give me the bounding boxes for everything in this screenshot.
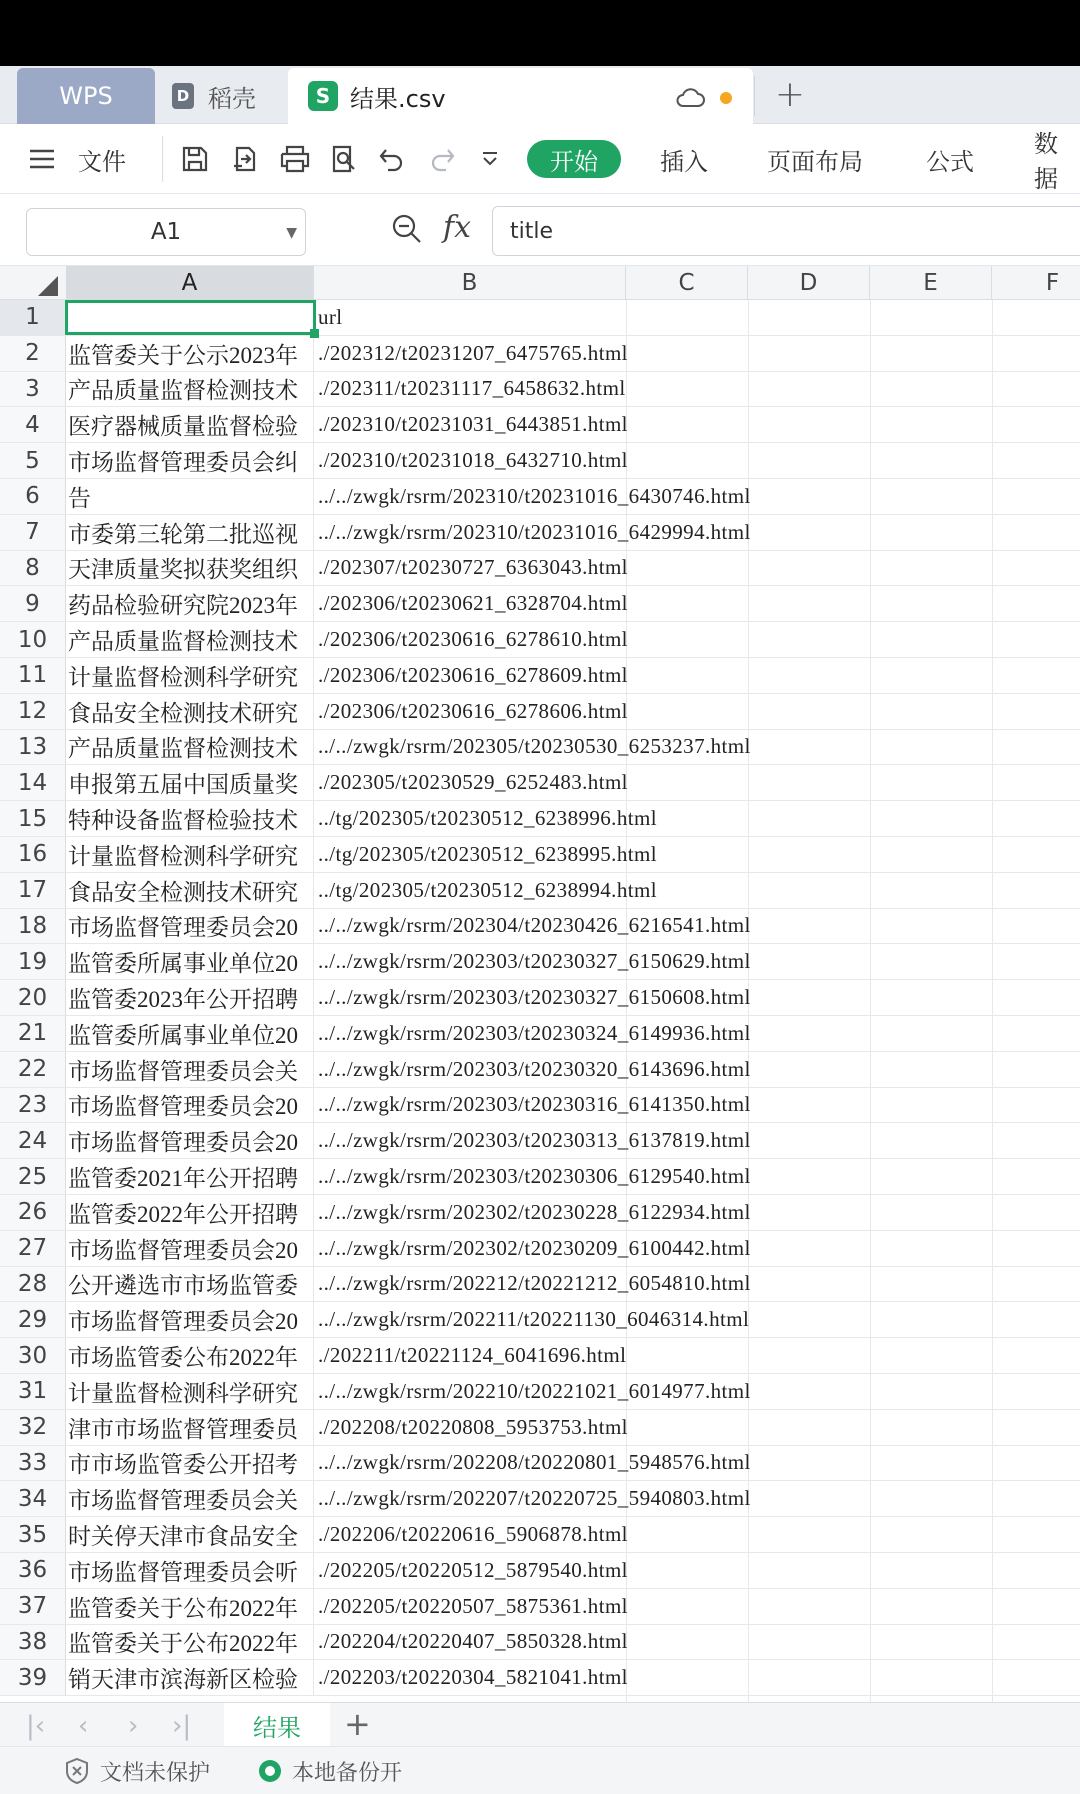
print-preview-icon[interactable] — [328, 124, 358, 194]
row-header[interactable]: 13 — [0, 730, 66, 765]
cell-url[interactable]: ../../zwgk/rsrm/202310/t20231016_6429994.html — [318, 519, 751, 544]
print-icon[interactable] — [279, 124, 311, 194]
hamburger-menu-icon[interactable] — [28, 124, 56, 194]
cell-title[interactable]: 市场监督管理委员会听 — [66, 1553, 314, 1588]
cell-url[interactable]: ./202306/t20230621_6328704.html — [318, 591, 628, 616]
cell-title[interactable]: 市委第三轮第二批巡视 — [66, 515, 314, 550]
row-header[interactable]: 15 — [0, 801, 66, 836]
tab-wps-home[interactable] — [17, 68, 155, 124]
cell-title[interactable]: 食品安全检测技术研究 — [66, 694, 314, 729]
row-header[interactable]: 10 — [0, 622, 66, 657]
cell-title[interactable]: 市场监督管理委员会纠 — [66, 443, 314, 478]
cell-title[interactable]: 申报第五届中国质量奖 — [66, 765, 314, 800]
row-header[interactable]: 28 — [0, 1267, 66, 1302]
cell-title[interactable]: 市场监督管理委员会20 — [66, 1302, 314, 1337]
column-header-b[interactable]: B — [314, 266, 626, 300]
document-tab-bar — [0, 66, 1080, 124]
cell-title[interactable]: 监管委2023年公开招聘 — [66, 980, 314, 1015]
spreadsheet-icon: S — [308, 81, 338, 111]
cell-url[interactable]: ../../zwgk/rsrm/202303/t20230313_6137819.html — [318, 1128, 751, 1153]
unsaved-indicator — [720, 92, 732, 104]
cell-title[interactable]: 监管委所属事业单位20 — [66, 944, 314, 979]
cell-title[interactable]: 津市市场监督管理委员 — [66, 1410, 314, 1445]
document-protection-status[interactable] — [64, 1747, 210, 1794]
row-header[interactable]: 1 — [0, 300, 66, 335]
table-row — [0, 515, 1080, 551]
cell-url[interactable]: ../../zwgk/rsrm/202303/t20230320_6143696.html — [318, 1056, 751, 1081]
main-toolbar — [0, 124, 1080, 194]
row-header[interactable]: 27 — [0, 1231, 66, 1266]
cell-title[interactable]: 监管委关于公布2022年 — [66, 1625, 314, 1660]
cell-title[interactable]: 时关停天津市食品安全 — [66, 1517, 314, 1552]
name-box-value: A1 — [150, 219, 182, 245]
cell-title[interactable]: 计量监督检测科学研究 — [66, 837, 314, 872]
table-row — [0, 980, 1080, 1016]
more-dropdown-icon[interactable] — [481, 124, 499, 194]
row-header[interactable]: 6 — [0, 479, 66, 514]
cell-url[interactable]: ../../zwgk/rsrm/202208/t20220801_5948576.html — [318, 1450, 751, 1475]
table-row — [0, 837, 1080, 873]
add-sheet-button[interactable]: + — [344, 1705, 371, 1743]
row-header[interactable]: 29 — [0, 1302, 66, 1337]
table-row — [0, 765, 1080, 801]
backup-label: 本地备份开 — [292, 1760, 403, 1786]
table-row — [0, 1231, 1080, 1267]
row-header[interactable]: 21 — [0, 1016, 66, 1051]
cell-url[interactable]: ./202307/t20230727_6363043.html — [318, 555, 628, 580]
row-header[interactable]: 35 — [0, 1517, 66, 1552]
cell-url[interactable]: ./202310/t20231031_6443851.html — [318, 412, 628, 437]
cell-url[interactable]: ../../zwgk/rsrm/202303/t20230316_6141350.html — [318, 1092, 751, 1117]
row-header[interactable]: 22 — [0, 1052, 66, 1087]
table-row — [0, 730, 1080, 766]
cell-url[interactable]: ../../zwgk/rsrm/202207/t20220725_5940803.html — [318, 1486, 751, 1511]
table-row — [0, 1517, 1080, 1553]
row-header[interactable]: 34 — [0, 1481, 66, 1516]
cell-url[interactable]: ../../zwgk/rsrm/202210/t20221021_6014977.html — [318, 1378, 751, 1403]
cell-title[interactable]: 市场监督管理委员会20 — [66, 1088, 314, 1123]
table-row — [0, 1195, 1080, 1231]
table-row — [0, 336, 1080, 372]
row-header[interactable]: 20 — [0, 980, 66, 1015]
cell-title[interactable]: 监管委2022年公开招聘 — [66, 1195, 314, 1230]
table-row — [0, 1481, 1080, 1517]
table-row — [0, 1016, 1080, 1052]
column-header-f[interactable]: F — [992, 266, 1080, 300]
tab-page-layout[interactable]: 页面布局 — [767, 147, 863, 176]
cell-url[interactable]: ./202310/t20231018_6432710.html — [318, 448, 628, 473]
cell-url[interactable]: ../../zwgk/rsrm/202303/t20230327_6150629.html — [318, 949, 751, 974]
divider — [754, 76, 755, 116]
name-box[interactable] — [26, 208, 306, 256]
cell-url[interactable]: ./202204/t20220407_5850328.html — [318, 1629, 628, 1654]
row-header[interactable]: 5 — [0, 443, 66, 478]
cell-title[interactable]: 天津质量奖拟获奖组织 — [66, 551, 314, 586]
tab-insert[interactable]: 插入 — [660, 147, 708, 176]
table-row — [0, 1589, 1080, 1625]
cell-url[interactable]: ../tg/202305/t20230512_6238996.html — [318, 806, 657, 831]
formula-input[interactable] — [492, 206, 1080, 256]
row-header[interactable]: 24 — [0, 1123, 66, 1158]
undo-icon[interactable] — [377, 124, 407, 194]
cell-url[interactable]: ../../zwgk/rsrm/202212/t20221212_6054810.html — [318, 1271, 751, 1296]
row-header[interactable]: 38 — [0, 1625, 66, 1660]
new-tab-button[interactable]: + — [774, 73, 806, 115]
column-header-a[interactable]: A — [66, 266, 314, 300]
last-sheet-icon[interactable]: ›| — [172, 1711, 192, 1741]
row-header[interactable]: 16 — [0, 837, 66, 872]
cell-url[interactable]: ../../zwgk/rsrm/202303/t20230306_6129540.html — [318, 1164, 751, 1189]
column-header-c[interactable]: C — [626, 266, 748, 300]
cell-url[interactable]: ../../zwgk/rsrm/202211/t20221130_6046314.html — [318, 1307, 750, 1332]
table-row — [0, 1052, 1080, 1088]
prev-sheet-icon[interactable]: ‹ — [78, 1711, 89, 1741]
table-row — [0, 1123, 1080, 1159]
tab-file-label: 结果.csv — [350, 84, 446, 113]
file-menu[interactable]: 文件 — [78, 147, 126, 176]
cell-title[interactable]: 市场监督管理委员会20 — [66, 1231, 314, 1266]
row-header[interactable]: 17 — [0, 873, 66, 908]
tab-daoke-label: 稻壳 — [208, 84, 256, 113]
table-row — [0, 622, 1080, 658]
table-row — [0, 1338, 1080, 1374]
cell-url[interactable]: ../../zwgk/rsrm/202302/t20230209_6100442.html — [318, 1235, 751, 1260]
table-row — [0, 801, 1080, 837]
protection-label: 文档未保护 — [100, 1760, 211, 1786]
table-row — [0, 551, 1080, 587]
row-header[interactable]: 2 — [0, 336, 66, 371]
table-row — [0, 586, 1080, 622]
row-header[interactable]: 7 — [0, 515, 66, 550]
cell-url[interactable]: ../../zwgk/rsrm/202303/t20230327_6150608.html — [318, 985, 751, 1010]
row-header[interactable]: 30 — [0, 1338, 66, 1373]
table-row — [0, 1625, 1080, 1661]
cell-url[interactable]: ../../zwgk/rsrm/202302/t20230228_6122934.html — [318, 1199, 751, 1224]
cell-url[interactable]: ../../zwgk/rsrm/202303/t20230324_6149936.html — [318, 1020, 751, 1045]
table-row — [0, 407, 1080, 443]
select-all-corner[interactable] — [0, 266, 66, 300]
local-backup-status[interactable] — [258, 1747, 402, 1794]
active-cell-selection[interactable] — [65, 300, 316, 335]
tab-wps-label: WPS — [59, 82, 113, 110]
formula-bar — [0, 194, 1080, 266]
cell-url[interactable]: ../../zwgk/rsrm/202304/t20230426_6216541.html — [318, 913, 751, 938]
table-row — [0, 658, 1080, 694]
table-row — [0, 1660, 1080, 1696]
row-header[interactable]: 14 — [0, 765, 66, 800]
row-header[interactable]: 23 — [0, 1088, 66, 1123]
tab-formula[interactable]: 公式 — [926, 147, 974, 176]
bottom-status-bar — [0, 1746, 1080, 1794]
row-header[interactable]: 19 — [0, 944, 66, 979]
tab-daoke[interactable] — [172, 68, 282, 124]
cell-title[interactable]: 市市场监管委公开招考 — [66, 1446, 314, 1481]
daoke-icon: D — [172, 83, 194, 109]
cell-url[interactable]: ./202305/t20230529_6252483.html — [318, 770, 628, 795]
cell-url[interactable]: ./202312/t20231207_6475765.html — [318, 340, 628, 365]
redo-icon[interactable] — [427, 124, 457, 194]
tab-start[interactable]: 开始 — [527, 140, 621, 178]
cell-url[interactable]: ../../zwgk/rsrm/202305/t20230530_6253237.html — [318, 734, 751, 759]
cell-title[interactable]: 市场监督管理委员会20 — [66, 1123, 314, 1158]
cell-title[interactable]: 产品质量监督检测技术 — [66, 730, 314, 765]
table-row — [0, 1374, 1080, 1410]
cell-title[interactable]: 医疗器械质量监督检验 — [66, 407, 314, 442]
cell-url[interactable]: ./202208/t20220808_5953753.html — [318, 1414, 628, 1439]
system-status-bar — [0, 0, 1080, 66]
table-row — [0, 443, 1080, 479]
cell-title[interactable]: 销天津市滨海新区检验 — [66, 1660, 314, 1695]
table-row — [0, 944, 1080, 980]
table-row — [0, 1267, 1080, 1303]
table-row — [0, 1553, 1080, 1589]
cell-title[interactable]: 特种设备监督检验技术 — [66, 801, 314, 836]
divider — [162, 136, 163, 182]
backup-on-icon — [258, 1759, 282, 1783]
cell-title[interactable]: 公开遴选市市场监管委 — [66, 1267, 314, 1302]
cell-url[interactable]: ./202203/t20220304_5821041.html — [318, 1665, 628, 1690]
cell-url[interactable]: ./202306/t20230616_6278610.html — [318, 627, 628, 652]
spreadsheet-grid[interactable] — [0, 266, 1080, 1702]
export-icon[interactable] — [230, 124, 260, 194]
cell-url[interactable]: ./202205/t20220512_5879540.html — [318, 1557, 628, 1582]
cell-title[interactable]: 市场监督管理委员会20 — [66, 909, 314, 944]
row-header[interactable]: 18 — [0, 909, 66, 944]
row-header[interactable]: 32 — [0, 1410, 66, 1445]
row-header[interactable]: 9 — [0, 586, 66, 621]
column-header-row — [0, 266, 1080, 300]
table-row — [0, 479, 1080, 515]
zoom-search-icon[interactable] — [390, 212, 424, 246]
cell-title[interactable]: 监管委2021年公开招聘 — [66, 1159, 314, 1194]
cell-title[interactable]: 市场监督管理委员会关 — [66, 1052, 314, 1087]
table-row — [0, 909, 1080, 945]
row-header[interactable]: 8 — [0, 551, 66, 586]
row-header[interactable]: 11 — [0, 658, 66, 693]
column-header-e[interactable]: E — [870, 266, 992, 300]
row-header[interactable]: 31 — [0, 1374, 66, 1409]
formula-content: title — [510, 218, 554, 244]
row-header[interactable]: 36 — [0, 1553, 66, 1588]
table-row — [0, 1410, 1080, 1446]
cloud-sync-icon[interactable] — [675, 86, 705, 108]
chevron-down-icon: ▼ — [286, 225, 297, 241]
cell-url[interactable]: ../tg/202305/t20230512_6238995.html — [318, 841, 657, 866]
cell-url[interactable]: ./202205/t20220507_5875361.html — [318, 1593, 628, 1618]
cell-title[interactable]: 监管委所属事业单位20 — [66, 1016, 314, 1051]
table-row — [0, 694, 1080, 730]
cell-url[interactable]: ./202206/t20220616_5906878.html — [318, 1522, 628, 1547]
row-header[interactable]: 4 — [0, 407, 66, 442]
cell-title[interactable]: 监管委关于公示2023年 — [66, 336, 314, 371]
table-row — [0, 372, 1080, 408]
row-header[interactable]: 26 — [0, 1195, 66, 1230]
table-row — [0, 1446, 1080, 1482]
next-sheet-icon[interactable]: › — [128, 1711, 139, 1741]
row-header[interactable]: 25 — [0, 1159, 66, 1194]
cell-url[interactable]: ./202306/t20230616_6278609.html — [318, 662, 628, 687]
row-header[interactable]: 33 — [0, 1446, 66, 1481]
cell-url[interactable]: url — [318, 304, 343, 329]
cell-url[interactable]: ./202306/t20230616_6278606.html — [318, 698, 628, 723]
cell-title[interactable]: 市场监督管理委员会关 — [66, 1481, 314, 1516]
cell-title[interactable]: 药品检验研究院2023年 — [66, 586, 314, 621]
cell-title[interactable]: 食品安全检测技术研究 — [66, 873, 314, 908]
table-row — [0, 1302, 1080, 1338]
shield-icon — [64, 1757, 90, 1785]
row-header[interactable]: 12 — [0, 694, 66, 729]
table-row — [0, 1159, 1080, 1195]
row-header[interactable]: 37 — [0, 1589, 66, 1624]
cell-url[interactable]: ./202211/t20221124_6041696.html — [318, 1343, 627, 1368]
cell-url[interactable]: ./202311/t20231117_6458632.html — [318, 376, 626, 401]
sheet-tab-bar — [0, 1702, 1080, 1746]
cell-url[interactable]: ../tg/202305/t20230512_6238994.html — [318, 877, 657, 902]
first-sheet-icon[interactable]: |‹ — [26, 1711, 46, 1741]
table-row — [0, 1088, 1080, 1124]
tab-data[interactable]: 数据 — [1034, 130, 1058, 193]
cell-title[interactable]: 产品质量监督检测技术 — [66, 622, 314, 657]
column-header-d[interactable]: D — [748, 266, 870, 300]
cell-title[interactable]: 告 — [66, 479, 314, 514]
function-icon[interactable]: fx — [443, 210, 472, 245]
cell-title[interactable]: 产品质量监督检测技术 — [66, 372, 314, 407]
table-row — [0, 873, 1080, 909]
cell-url[interactable]: ../../zwgk/rsrm/202310/t20231016_6430746.html — [318, 483, 751, 508]
row-header[interactable]: 39 — [0, 1660, 66, 1695]
save-icon[interactable] — [180, 124, 210, 194]
cell-title[interactable]: 监管委关于公布2022年 — [66, 1589, 314, 1624]
sheet-tab-active[interactable]: 结果 — [224, 1703, 330, 1747]
cell-title[interactable]: 市场监管委公布2022年 — [66, 1338, 314, 1373]
row-header[interactable]: 3 — [0, 372, 66, 407]
cell-title[interactable]: 计量监督检测科学研究 — [66, 658, 314, 693]
cell-title[interactable]: 计量监督检测科学研究 — [66, 1374, 314, 1409]
